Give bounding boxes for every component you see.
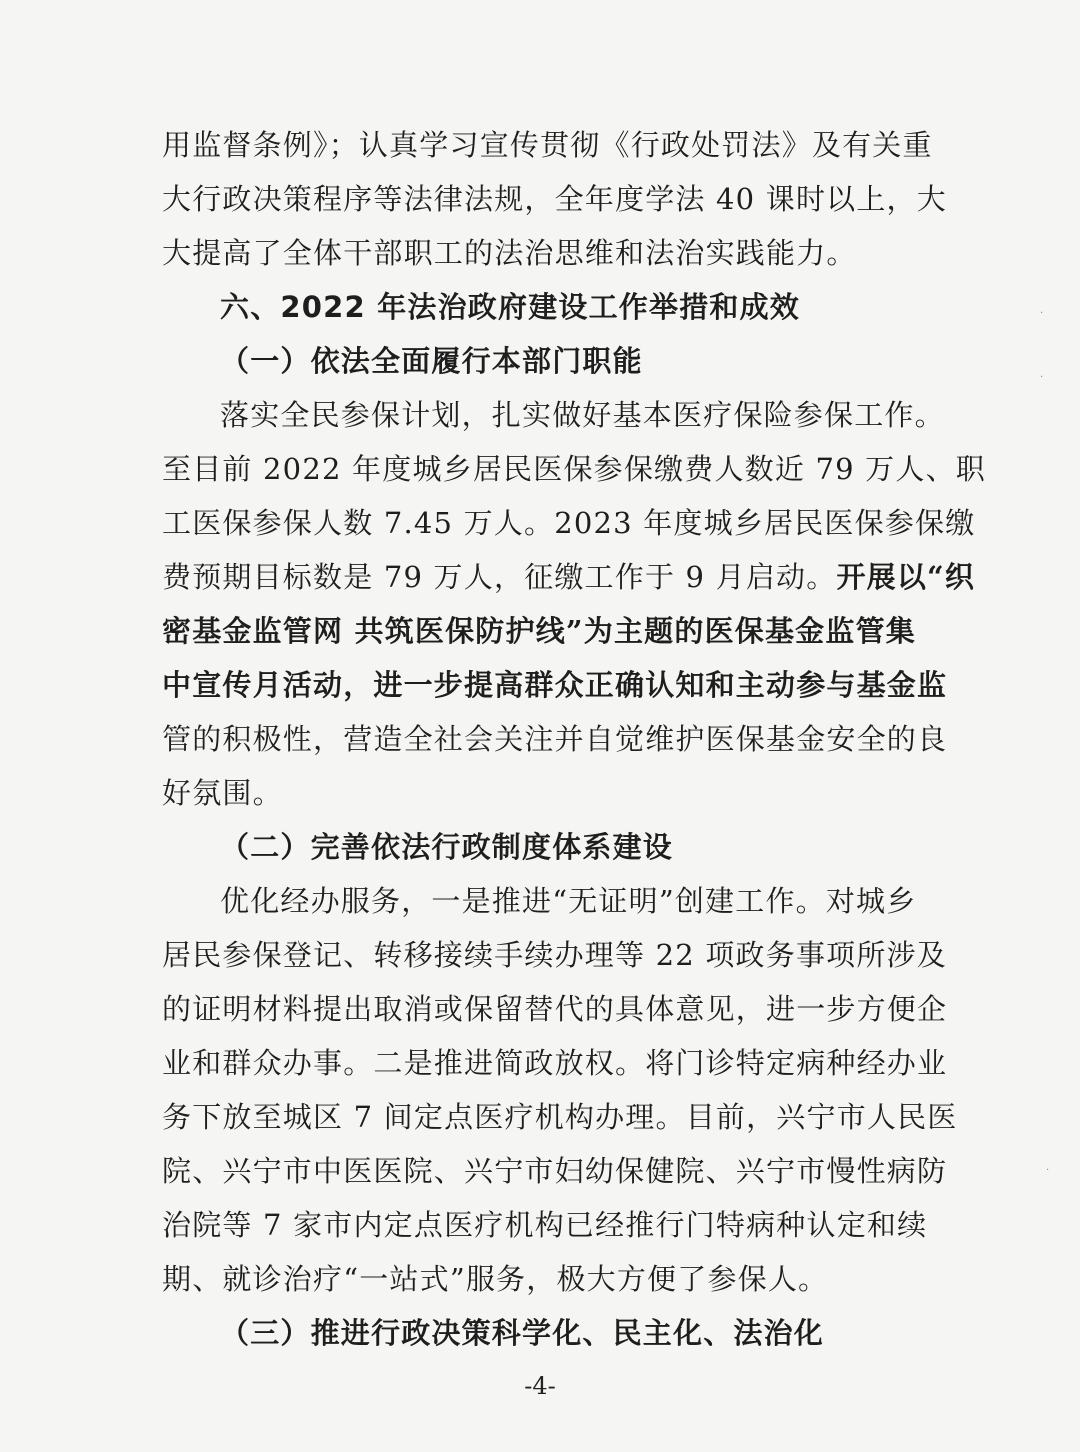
paragraph-line: 大提高了全体干部职工的法治思维和法治实践能力。	[162, 236, 857, 270]
paragraph-line: 业和群众办事。二是推进简政放权。将门诊特定病种经办业	[162, 1046, 948, 1080]
paragraph-line	[162, 658, 948, 712]
paragraph-line: 治院等 7 家市内定点医疗机构已经推行门特病种认定和续	[162, 1208, 928, 1242]
body-text	[162, 118, 986, 1360]
paragraph-line: 的证明材料提出取消或保留替代的具体意见，进一步方便企	[162, 992, 948, 1026]
subsection-heading: （一）依法全面履行本部门职能	[220, 344, 643, 378]
paragraph-line: 工医保参保人数 7.45 万人。2023 年度城乡居民医保参保缴	[162, 506, 976, 540]
paragraph-line-mixed	[162, 550, 976, 604]
paragraph-line: 用监督条例》；认真学习宣传贯彻《行政处罚法》及有关重	[162, 128, 933, 162]
subsection-heading: （二）完善依法行政制度体系建设	[220, 830, 674, 864]
paragraph-line: 优化经办服务，一是推进“无证明”创建工作。对城乡	[220, 884, 917, 918]
section-heading: 六、2022 年法治政府建设工作举措和成效	[220, 290, 801, 324]
paragraph-text: 费预期目标数是 79 万人，征缴工作于 9 月启动。	[162, 560, 837, 594]
paragraph-line: 大行政决策程序等法律法规，全年度学法 40 课时以上，大	[162, 182, 947, 216]
bold-paragraph-text: 中宣传月活动，进一步提高群众正确认知和主动参与基金监	[162, 668, 948, 702]
scan-mark-icon: ·	[1046, 1165, 1050, 1176]
subsection-heading: （三）推进行政决策科学化、民主化、法治化	[220, 1316, 825, 1350]
paragraph-line: 院、兴宁市中医医院、兴宁市妇幼保健院、兴宁市慢性病防	[162, 1154, 948, 1188]
scan-mark-icon: ·	[1040, 308, 1044, 319]
bold-paragraph-line: 密基金监管网 共筑医保防护线”为主题的医保基金监管集	[162, 614, 916, 648]
paragraph-line: 管的积极性，营造全社会关注并自觉维护医保基金安全的良	[162, 722, 948, 756]
paragraph-line: 落实全民参保计划，扎实做好基本医疗保险参保工作。	[220, 398, 945, 432]
scan-mark-icon: ·	[1040, 372, 1044, 383]
paragraph-line: 至目前 2022 年度城乡居民医保参保缴费人数近 79 万人、职	[162, 452, 986, 486]
paragraph-line: 务下放至城区 7 间定点医疗机构办理。目前，兴宁市人民医	[162, 1100, 958, 1134]
page-number: -4-	[524, 1372, 556, 1400]
paragraph-line: 居民参保登记、转移接续手续办理等 22 项政务事项所涉及	[162, 938, 947, 972]
paragraph-line: 好氛围。	[162, 776, 283, 810]
bold-paragraph-text: 开展以“织	[836, 560, 976, 594]
paragraph-line: 期、就诊治疗“一站式”服务，极大方便了参保人。	[162, 1262, 829, 1296]
